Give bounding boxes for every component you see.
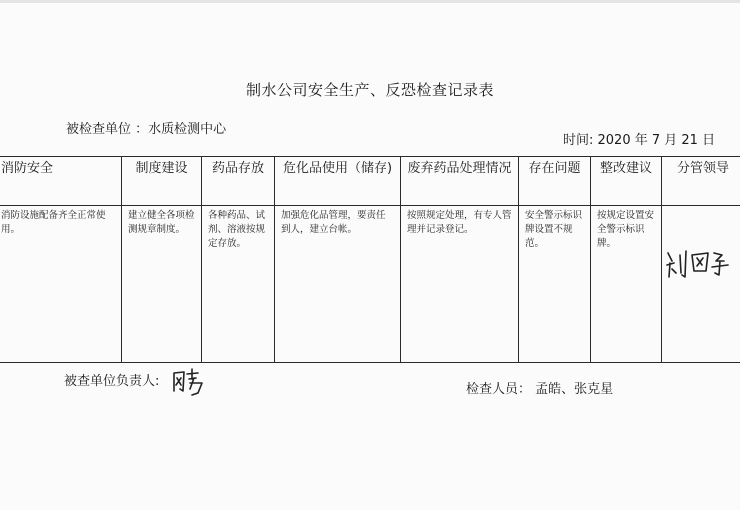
header-rectification: 整改建议 xyxy=(591,157,662,206)
cell-waste-disposal: 按照规定处理，有专人管理并记录登记。 xyxy=(407,210,512,235)
header-fire-safety: 消防安全 xyxy=(0,157,122,206)
table-row xyxy=(0,206,740,363)
responsible-signature xyxy=(170,365,216,401)
responsible-label: 被查单位负责人: xyxy=(64,374,160,389)
header-hazardous-use: 危化品使用（储存) xyxy=(275,157,401,206)
cell-problems: 安全警示标识牌设置不规范。 xyxy=(525,210,583,249)
supervisor-signature xyxy=(664,243,736,287)
inspection-date: 时间: 2020 年 7 月 21 日 xyxy=(563,133,716,148)
header-waste-disposal: 废弃药品处理情况 xyxy=(401,157,519,206)
header-problems: 存在问题 xyxy=(519,157,591,206)
cell-rectification: 按规定设置安全警示标识牌。 xyxy=(597,210,655,249)
cell-system-building: 建立健全各项检测规章制度。 xyxy=(128,210,195,235)
cell-chemical-storage: 各种药品、试剂、溶液按规定存放。 xyxy=(208,210,266,249)
header-supervisor: 分管领导 xyxy=(662,157,740,206)
inspected-unit: 被检查单位 ：水质检测中心 xyxy=(66,122,227,137)
header-row xyxy=(0,157,740,206)
scan-edge xyxy=(0,0,740,3)
header-system-building: 制度建设 xyxy=(122,157,202,206)
cell-fire-safety: 消防设施配备齐全正常使用。 xyxy=(1,210,106,235)
header-chemical-storage: 药品存放 xyxy=(202,157,275,206)
cell-supervisor xyxy=(662,206,740,209)
cell-hazardous-use: 加强危化品管理，要责任到人，建立台帐。 xyxy=(281,210,386,235)
document-title: 制水公司安全生产、反恐检查记录表 xyxy=(245,81,494,99)
inspectors: 检查人员： 孟皓、张克星 xyxy=(466,382,614,397)
inspection-table xyxy=(0,156,740,363)
